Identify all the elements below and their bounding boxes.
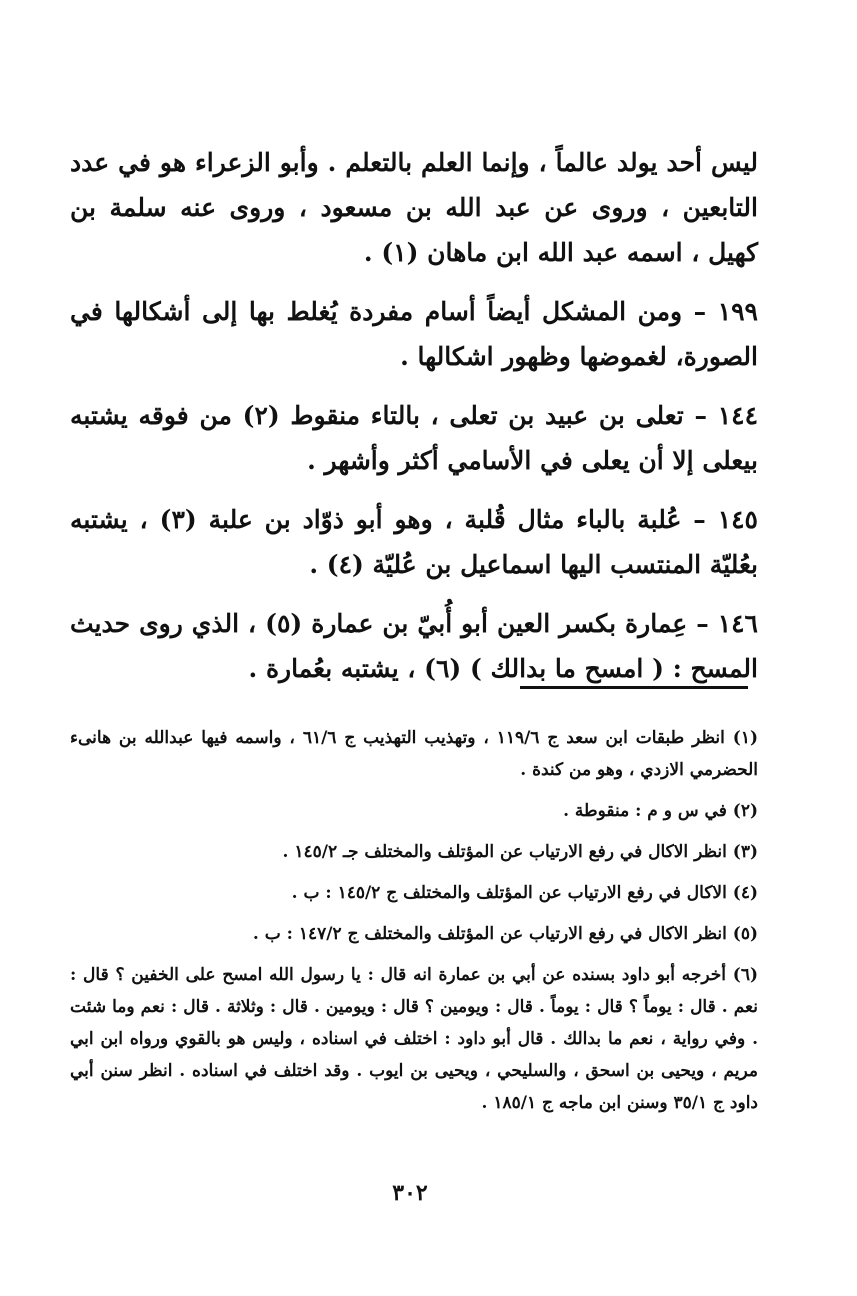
footnote-1: (١) انظر طبقات ابن سعد ج ١١٩/٦ ، وتهذيب التهذيب ج ٦١/٦ ، واسمه فيها عبدالله بن هانىء الحضرمي الازدي ، وهو من كندة . bbox=[70, 728, 758, 780]
main-text bbox=[70, 140, 758, 705]
main-paragraph-2: ١٩٩ – ومن المشكل أيضاً أسام مفردة يُغلط بها إلى أشكالها في الصورة، لغموضها وظهور اشكالها . bbox=[70, 297, 758, 371]
footnote-2: (٢) في س و م : منقوطة . bbox=[563, 801, 758, 821]
main-paragraph-1: ليس أحد يولد عالماً ، وإنما العلم بالتعلم . وأبو الزعراء هو في عدد التابعين ، وروى عن عبد الله بن مسعود ، وروى عنه سلمة بن كهيل ، اسمه عبد الله ابن ماهان (١) . bbox=[70, 148, 758, 267]
footnote-divider bbox=[520, 686, 748, 689]
footnote-3: (٣) انظر الاكال في رفع الارتياب عن المؤتلف والمختلف جـ ١٤٥/٢ . bbox=[282, 842, 758, 862]
main-paragraph-3: ١٤٤ – تعلى بن عبيد بن تعلى ، بالتاء منقوط (٢) من فوقه يشتبه بيعلى إلا أن يعلى في الأسامي أكثر وأشهر . bbox=[70, 401, 759, 475]
main-paragraph-4: ١٤٥ – عُلبة بالباء مثال قُلبة ، وهو أبو ذوّاد بن علبة (٣) ، يشتبه بعُليّة المنتسب اليها اسماعيل بن عُليّة (٤) . bbox=[70, 505, 758, 579]
main-paragraph-5: ١٤٦ – عِمارة بكسر العين أبو أُبيّ بن عمارة (٥) ، الذي روى حديث المسح : ( امسح ما بدالك ) (٦) ، يشتبه بعُمارة . bbox=[70, 609, 758, 683]
footnotes bbox=[70, 722, 758, 1119]
footnote-4: (٤) الاكال في رفع الارتياب عن المؤتلف والمختلف ج ١٤٥/٢ : ب . bbox=[291, 883, 758, 903]
footnote-6: (٦) أخرجه أبو داود بسنده عن أبي بن عمارة انه قال : يا رسول الله امسح على الخفين ؟ قال : نعم . قال : يوماً ؟ قال : يوماً . قال : ويومين ؟ قال : ويومين . قال : وثلاثة . قال : نعم وما شئت . وفي رواية ، نعم ما بدالك . قال أبو داود : اختلف في اسناده ، وليس هو بالقوي ورواه ابن ابي مريم ، ويحيى بن اسحق ، والسليحي ، ويحيى بن ايوب . وقد اختلف في اسناده . انظر سنن أبي داود ج ٣٥/١ وسنن ابن ماجه ج ١٨٥/١ . bbox=[70, 965, 758, 1113]
page-number: ٣٠٢ bbox=[392, 1180, 428, 1206]
footnote-5: (٥) انظر الاكال في رفع الارتياب عن المؤتلف والمختلف ج ١٤٧/٢ : ب . bbox=[252, 924, 758, 944]
